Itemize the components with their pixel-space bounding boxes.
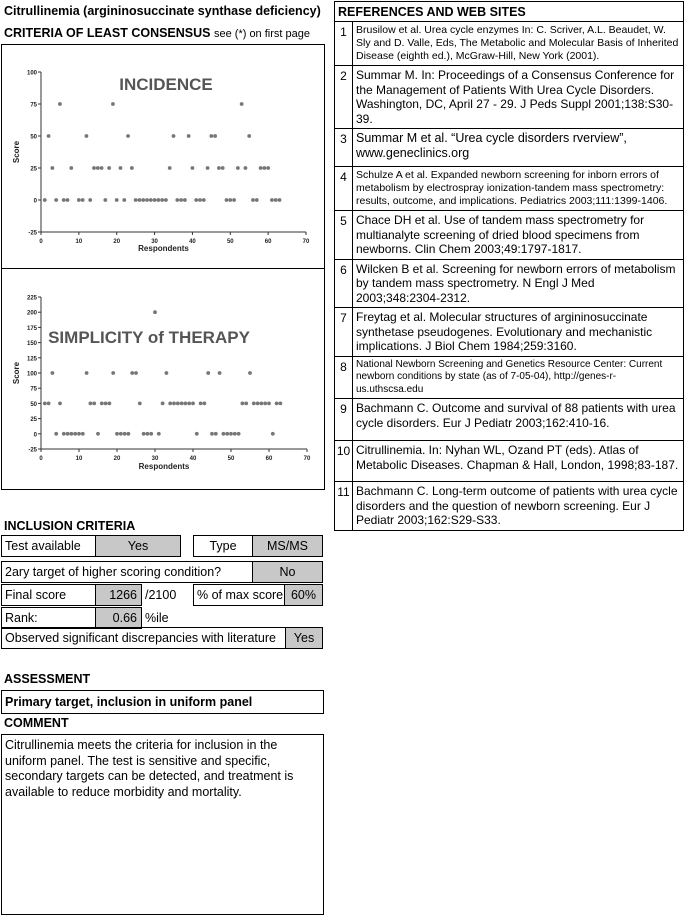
pct-max-value: 60% xyxy=(284,584,323,606)
reference-number: 7 xyxy=(335,308,353,357)
data-point xyxy=(69,166,73,170)
data-point xyxy=(274,198,278,202)
reference-row xyxy=(335,308,684,357)
x-tick-label: 70 xyxy=(303,456,311,462)
reference-row xyxy=(335,356,684,399)
data-point xyxy=(179,198,183,202)
criteria-heading xyxy=(4,26,310,40)
data-point xyxy=(96,432,100,436)
reference-number: 2 xyxy=(335,66,353,129)
data-point xyxy=(149,198,153,202)
data-point xyxy=(255,198,259,202)
pct-max-label: % of max score xyxy=(193,584,285,606)
references-header: REFERENCES AND WEB SITES xyxy=(334,1,684,22)
data-point xyxy=(260,402,264,406)
secondary-target-label: 2ary target of higher scoring condition? xyxy=(1,561,253,583)
data-point xyxy=(100,402,104,406)
data-point xyxy=(262,166,266,170)
reference-text: Summar M et al. “Urea cycle disorders rverview”, www.geneclinics.org xyxy=(353,129,684,167)
reference-row xyxy=(335,211,684,260)
y-tick-label: 100 xyxy=(26,371,37,378)
data-point xyxy=(130,371,134,375)
reference-number: 5 xyxy=(335,211,353,260)
data-point xyxy=(236,166,240,170)
data-point xyxy=(115,432,119,436)
data-point xyxy=(240,102,244,106)
data-point xyxy=(149,432,153,436)
test-available-value: Yes xyxy=(95,535,181,557)
final-score-value: 1266 xyxy=(95,584,142,606)
data-point xyxy=(73,432,77,436)
x-tick-label: 30 xyxy=(151,239,158,245)
data-point xyxy=(175,198,179,202)
chart-title: SIMPLICITY of THERAPY xyxy=(48,328,250,347)
assessment-value: Primary target, inclusion in uniform panel xyxy=(1,690,324,714)
data-point xyxy=(92,402,96,406)
data-point xyxy=(43,402,47,406)
reference-number: 1 xyxy=(335,22,353,66)
reference-row xyxy=(335,66,684,129)
x-tick-label: 40 xyxy=(189,456,197,462)
data-point xyxy=(141,198,145,202)
data-point xyxy=(58,402,62,406)
data-point xyxy=(225,198,229,202)
y-tick-label: 125 xyxy=(26,356,37,363)
data-point xyxy=(259,166,263,170)
reference-text: Freytag et al. Molecular structures of argininosuccinate synthetase pseudogenes. Evolutionary and mechanistic implications. J Biol Chem 1984;259:3160. xyxy=(353,308,684,357)
plot-area xyxy=(12,71,310,254)
final-score-total: /2100 xyxy=(145,588,177,602)
x-tick-label: 0 xyxy=(39,456,43,462)
x-tick-label: 10 xyxy=(75,456,83,462)
data-point xyxy=(214,432,218,436)
data-point xyxy=(237,432,241,436)
x-tick-label: 20 xyxy=(113,456,121,462)
rank-value: 0.66 xyxy=(95,607,142,629)
x-tick-label: 50 xyxy=(227,456,235,462)
data-point xyxy=(203,402,207,406)
data-point xyxy=(256,402,260,406)
data-point xyxy=(232,198,236,202)
data-point xyxy=(279,402,283,406)
data-point xyxy=(47,134,51,138)
data-point xyxy=(66,198,70,202)
data-point xyxy=(134,371,138,375)
data-point xyxy=(138,198,142,202)
data-point xyxy=(127,432,131,436)
y-tick-label: 0 xyxy=(33,198,37,205)
data-point xyxy=(266,166,270,170)
data-point xyxy=(111,102,115,106)
data-point xyxy=(267,402,271,406)
data-point xyxy=(153,310,157,314)
chart-title: INCIDENCE xyxy=(119,75,213,94)
discrepancy-value: Yes xyxy=(285,627,323,649)
data-point xyxy=(89,402,93,406)
data-point xyxy=(92,166,96,170)
y-tick-label: 75 xyxy=(30,102,37,109)
reference-number: 10 xyxy=(335,441,353,482)
data-point xyxy=(202,198,206,202)
data-point xyxy=(218,371,222,375)
data-point xyxy=(51,371,55,375)
data-point xyxy=(145,198,149,202)
data-point xyxy=(142,432,146,436)
y-tick-label: 100 xyxy=(26,70,37,77)
data-point xyxy=(225,432,229,436)
reference-text: Brusilow et al. Urea cycle enzymes In: C. Scriver, A.L. Beaudet, W. Sly and D. Valle, Eds, The Metabolic and Molecular Basis of Inherited Disease (eighth ed.), McGraw-Hill, New York (2001). xyxy=(353,22,684,66)
data-point xyxy=(271,432,275,436)
data-point xyxy=(217,166,221,170)
data-point xyxy=(153,198,157,202)
data-point xyxy=(157,432,161,436)
reference-text: Citrullinemia. In: Nyhan WL, Ozand PT (eds). Atlas of Metabolic Diseases. Chapman & Hall, London, 1998;83-187. xyxy=(353,441,684,482)
x-axis-label: Respondents xyxy=(138,244,189,253)
data-point xyxy=(195,432,199,436)
data-point xyxy=(108,402,112,406)
type-value: MS/MS xyxy=(252,535,323,557)
x-tick-label: 70 xyxy=(302,239,310,245)
data-point xyxy=(119,432,123,436)
data-point xyxy=(81,432,85,436)
y-axis-label: Score xyxy=(12,361,21,385)
data-point xyxy=(130,166,134,170)
criteria-label: CRITERIA OF LEAST CONSENSUS xyxy=(4,26,211,40)
data-point xyxy=(172,134,176,138)
comment-text: Citrullinemia meets the criteria for inclusion in the uniform panel. The test is sensitive and specific, secondary targets can be detected, and treatment is available to reduce morbidity and mortality. xyxy=(1,734,324,915)
rank-label: Rank: xyxy=(1,607,96,629)
data-point xyxy=(111,371,115,375)
data-point xyxy=(221,166,225,170)
reference-row xyxy=(335,22,684,66)
y-axis-label: Score xyxy=(12,140,21,164)
data-point xyxy=(70,432,74,436)
reference-number: 4 xyxy=(335,167,353,211)
data-point xyxy=(209,134,213,138)
data-point xyxy=(247,134,251,138)
data-point xyxy=(183,198,187,202)
reference-row xyxy=(335,167,684,211)
y-tick-label: 50 xyxy=(30,401,37,408)
reference-number: 11 xyxy=(335,482,353,531)
y-tick-label: 200 xyxy=(26,310,37,317)
data-point xyxy=(194,198,198,202)
reference-text: Bachmann C. Long-term outcome of patients with urea cycle disorders and the question of newborn screening. Eur J Pediatr 2003;162:S29-S33. xyxy=(353,482,684,531)
data-point xyxy=(43,198,47,202)
data-point xyxy=(146,432,150,436)
data-point xyxy=(187,402,191,406)
y-tick-label: 225 xyxy=(26,295,37,302)
y-tick-label: 75 xyxy=(30,386,37,393)
x-tick-label: 20 xyxy=(113,239,121,245)
reference-number: 6 xyxy=(335,259,353,308)
data-point xyxy=(160,198,164,202)
data-point xyxy=(210,432,214,436)
data-point xyxy=(47,402,51,406)
data-point xyxy=(187,134,191,138)
data-point xyxy=(100,166,104,170)
reference-text: Summar M. In: Proceedings of a Consensus Conference for the Management of Patients With Urea Cycle Disorders. Washington, DC, April 27 - 29. J Peds Suppl 2001;138:S30-39. xyxy=(353,66,684,129)
data-point xyxy=(96,166,100,170)
data-point xyxy=(199,402,203,406)
reference-number: 9 xyxy=(335,399,353,441)
x-axis-label: Respondents xyxy=(138,462,190,471)
reference-row xyxy=(335,259,684,308)
reference-text: Wilcken B et al. Screening for newborn errors of metabolism by tandem mass spectrometry. N Engl J Med 2003;348:2304-2312. xyxy=(353,259,684,308)
reference-row xyxy=(335,441,684,482)
data-point xyxy=(198,198,202,202)
data-point xyxy=(81,198,85,202)
data-point xyxy=(50,166,54,170)
data-point xyxy=(103,198,107,202)
reference-text: Chace DH et al. Use of tandem mass spectrometry for multianalyte screening of dried blood specimens from newborns. Clin Chem 2003;49:1797-1817. xyxy=(353,211,684,260)
y-tick-label: 150 xyxy=(26,341,37,348)
data-point xyxy=(206,166,210,170)
data-point xyxy=(172,402,176,406)
x-tick-label: 60 xyxy=(264,239,272,245)
data-point xyxy=(156,198,160,202)
data-point xyxy=(54,432,58,436)
data-point xyxy=(54,198,58,202)
y-tick-label: 25 xyxy=(30,417,37,424)
data-point xyxy=(77,198,81,202)
data-point xyxy=(206,371,210,375)
data-point xyxy=(66,432,70,436)
x-tick-label: 10 xyxy=(75,239,83,245)
data-point xyxy=(176,402,180,406)
data-point xyxy=(126,134,130,138)
type-label: Type xyxy=(193,535,253,557)
inclusion-header: INCLUSION CRITERIA xyxy=(4,519,136,533)
data-point xyxy=(62,198,66,202)
data-point xyxy=(107,166,111,170)
y-tick-label: 0 xyxy=(33,432,37,439)
data-point xyxy=(122,198,126,202)
data-point xyxy=(263,402,267,406)
y-tick-label: 25 xyxy=(30,166,37,173)
data-point xyxy=(233,432,237,436)
simplicity-chart xyxy=(1,269,325,489)
reference-text: Schulze A et al. Expanded newborn screening for inborn errors of metabolism by electrospray ionization-tandem mass spectrometry: results, outcome, and implications. Pediatrics 2003;111:1399-1406. xyxy=(353,167,684,211)
comment-header: COMMENT xyxy=(4,716,69,730)
data-point xyxy=(228,198,232,202)
incidence-chart xyxy=(1,44,325,268)
data-point xyxy=(270,198,274,202)
reference-text: National Newborn Screening and Genetics Resource Center: Current newborn conditions by state (as of 7-05-04), http://genes-r-us.uthscsa.edu xyxy=(353,356,684,399)
data-point xyxy=(62,432,66,436)
reference-text: Bachmann C. Outcome and survival of 88 patients with urea cycle disorders. Eur J Pediatr 2003;162:410-16. xyxy=(353,399,684,441)
x-tick-label: 50 xyxy=(226,239,234,245)
data-point xyxy=(165,371,169,375)
data-point xyxy=(278,198,282,202)
rank-unit: %ile xyxy=(145,611,169,625)
reference-row xyxy=(335,399,684,441)
data-point xyxy=(222,432,226,436)
data-point xyxy=(104,402,108,406)
references-table xyxy=(334,21,684,531)
reference-row xyxy=(335,129,684,167)
data-point xyxy=(85,134,89,138)
data-point xyxy=(58,102,62,106)
data-point xyxy=(119,166,123,170)
data-point xyxy=(168,166,172,170)
test-available-label: Test available xyxy=(1,535,96,557)
data-point xyxy=(77,432,81,436)
y-tick-label: 50 xyxy=(30,134,37,141)
x-tick-label: 0 xyxy=(39,239,43,245)
data-point xyxy=(88,198,92,202)
y-tick-label: 175 xyxy=(26,325,37,332)
data-point xyxy=(161,402,165,406)
data-point xyxy=(191,166,195,170)
data-point xyxy=(252,402,256,406)
x-tick-label: 30 xyxy=(151,456,159,462)
data-point xyxy=(85,371,89,375)
assessment-header: ASSESSMENT xyxy=(4,672,91,686)
secondary-target-value: No xyxy=(252,561,323,583)
data-point xyxy=(229,432,233,436)
data-point xyxy=(191,402,195,406)
reference-row xyxy=(335,482,684,531)
data-point xyxy=(168,402,172,406)
plot-area xyxy=(12,296,311,472)
data-point xyxy=(248,371,252,375)
data-point xyxy=(164,198,168,202)
data-point xyxy=(184,402,188,406)
data-point xyxy=(251,198,255,202)
final-score-label: Final score xyxy=(1,584,96,606)
criteria-note: see (*) on first page xyxy=(213,28,310,40)
reference-number: 8 xyxy=(335,356,353,399)
reference-number: 3 xyxy=(335,129,353,167)
discrepancy-label: Observed significant discrepancies with literature xyxy=(1,627,286,649)
data-point xyxy=(134,198,138,202)
page-title: Citrullinemia (argininosuccinate synthase deficiency) xyxy=(4,4,321,18)
data-point xyxy=(244,166,248,170)
data-point xyxy=(275,402,279,406)
x-tick-label: 40 xyxy=(189,239,196,245)
x-tick-label: 60 xyxy=(265,456,273,462)
y-tick-label: -25 xyxy=(28,230,37,237)
data-point xyxy=(244,402,248,406)
y-tick-label: -25 xyxy=(28,447,37,454)
data-point xyxy=(213,134,217,138)
data-point xyxy=(115,198,119,202)
data-point xyxy=(180,402,184,406)
data-point xyxy=(138,402,142,406)
data-point xyxy=(123,432,127,436)
data-point xyxy=(241,402,245,406)
